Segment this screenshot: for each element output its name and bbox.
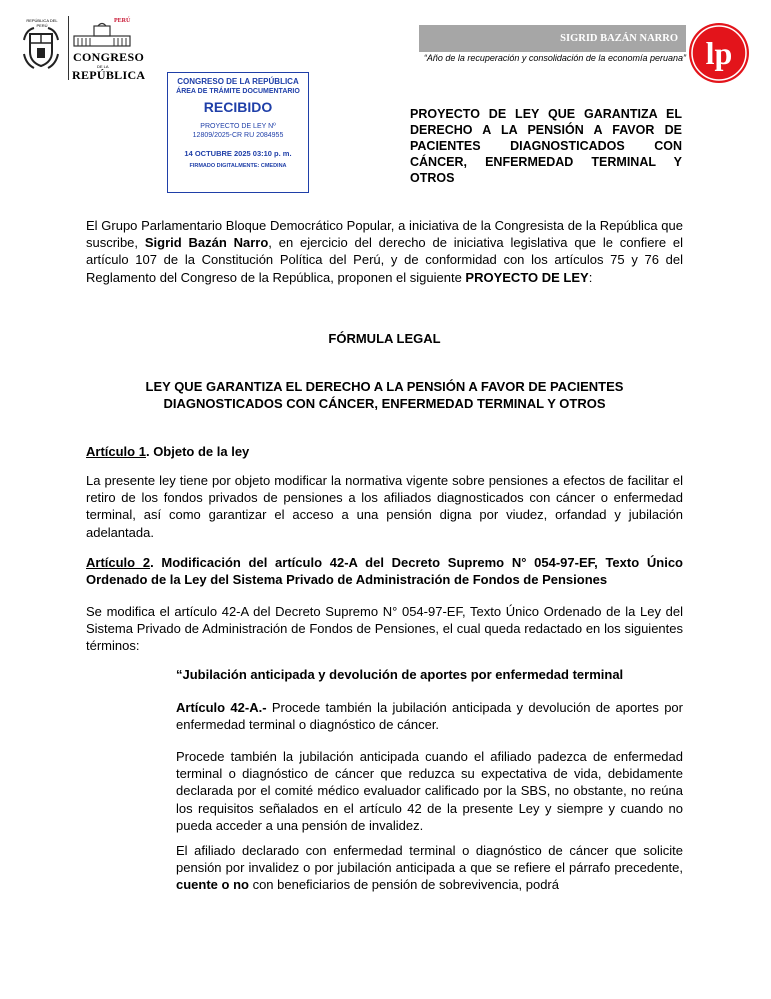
bill-title: PROYECTO DE LEY QUE GARANTIZA EL DERECHO A LA PENSIÓN A FAVOR DE PACIENTES DIAGNOSTICADOS CON CÁNCER, ENFERMEDAD TERMINAL Y OTROS — [410, 107, 682, 185]
law-title-line-2: DIAGNOSTICADOS CON CÁNCER, ENFERMEDAD TERMINAL Y OTROS — [163, 396, 606, 411]
reception-stamp — [167, 72, 309, 193]
stamp-signature: FIRMADO DIGITALMENTE: CMEDINA — [189, 163, 287, 169]
quote-paragraph-3-bold: cuente o no — [176, 877, 249, 893]
stamp-status: RECIBIDO — [203, 99, 273, 115]
article-2-heading-text: . Modificación del artículo 42-A del Decreto Supremo N° 054-97-EF, Texto Único Ordenado de la Ley del Sistema Privado de Administración de Fondos de Pensiones — [86, 555, 683, 588]
stamp-project-number: 12809/2025-CR RU 2084955 — [192, 132, 284, 139]
article-2-label: Artículo 2 — [86, 555, 151, 570]
de-la-wordmark: DE LA — [97, 64, 109, 69]
quote-paragraph-2: Procede también la jubilación anticipada cuando el afiliado padezca de enfermedad terminal o diagnóstico de cáncer que reduzca su expectativa de vida, debidamente declarada por el comité médico evaluador calificado por la SBS, no obstante, no reúna los requisitos señalados en el artículo 42 de la presente Ley y siempre y cuando no pueda acceder a una pensión de invalidez. — [176, 749, 683, 833]
intro-author-name: Sigrid Bazán Narro — [144, 235, 269, 251]
peru-shield-icon — [22, 24, 60, 70]
intro-colon: : — [588, 269, 593, 285]
shield-caption: REPÚBLICA DEL PERÚ — [26, 18, 58, 28]
congress-building-icon — [72, 22, 132, 48]
lp-logo-text: lp — [705, 35, 733, 71]
formula-heading: FÓRMULA LEGAL — [328, 331, 441, 346]
article-1-heading-text: . Objeto de la ley — [145, 444, 250, 459]
article-1-label: Artículo 1 — [86, 444, 146, 459]
article-2-heading — [86, 554, 683, 588]
stamp-area: ÁREA DE TRÁMITE DOCUMENTARIO — [176, 88, 300, 95]
congreso-logo — [22, 16, 146, 88]
quote-heading: “Jubilación anticipada y devolución de aportes por enfermedad terminal — [176, 667, 624, 682]
article-42a-label: Artículo 42-A.- — [176, 700, 267, 715]
intro-text-1: El Grupo Parlamentario Bloque Democrático Popular, a iniciativa de la Congresista de la República que suscribe, — [86, 218, 683, 251]
law-title-line-1: LEY QUE GARANTIZA EL DERECHO A LA PENSIÓN A FAVOR DE PACIENTES — [145, 379, 624, 394]
article-42a-text: Procede también la jubilación anticipada y devolución de aportes por enfermedad terminal o diagnóstico de cáncer. — [176, 700, 683, 733]
article-42a-paragraph — [176, 699, 683, 733]
intro-text-2: , en ejercicio del derecho de iniciativa legislativa que le confiere el artículo 107 de la Constitución Política del Perú, y de conformidad con los artículos 75 y 76 del Reglamento del Congreso de la República, proponen el siguiente — [86, 235, 683, 285]
quote-paragraph-3 — [176, 842, 683, 894]
intro-paragraph — [86, 217, 683, 286]
logo-divider — [68, 16, 69, 80]
article-1-heading — [86, 443, 683, 460]
stamp-congress: CONGRESO DE LA REPÚBLICA — [177, 77, 299, 86]
congresswoman-name-bar: SIGRID BAZÁN NARRO — [419, 25, 686, 52]
article-2-text: Se modifica el artículo 42-A del Decreto Supremo N° 054-97-EF, Texto Único Ordenado de la Ley del Sistema Privado de Administración de Fondos de Pensiones, el cual queda redactado en los siguientes términos: — [86, 604, 683, 654]
stamp-project-label: PROYECTO DE LEY Nº — [200, 123, 276, 130]
republica-wordmark: REPÚBLICA — [72, 68, 146, 82]
congreso-wordmark: CONGRESO — [73, 50, 145, 64]
quote-paragraph-3-a: El afiliado declarado con enfermedad terminal o diagnóstico de cáncer que solicite pensión por invalidez o por jubilación anticipada a que se refiere el párrafo precedente, — [176, 843, 683, 876]
stamp-date: 14 OCTUBRE 2025 03:10 p. m. — [184, 149, 292, 158]
peru-label: PERÚ — [114, 18, 131, 24]
article-1-text: La presente ley tiene por objeto modificar la normativa vigente sobre pensiones a efectos de facilitar el retiro de los fondos privados de pensiones a los afiliados diagnosticados con cáncer o enfermedad terminal, así como garantizar el acceso a una pensión digna por viudez, orfandad y jubilación adelantada. — [86, 473, 683, 540]
lp-logo-icon — [688, 22, 750, 84]
year-motto: “Año de la recuperación y consolidación de la economía peruana” — [423, 53, 686, 63]
quote-paragraph-3-b: con beneficiarios de pensión de sobrevivencia, podrá — [248, 877, 559, 893]
intro-bill-label: PROYECTO DE LEY — [465, 269, 589, 285]
